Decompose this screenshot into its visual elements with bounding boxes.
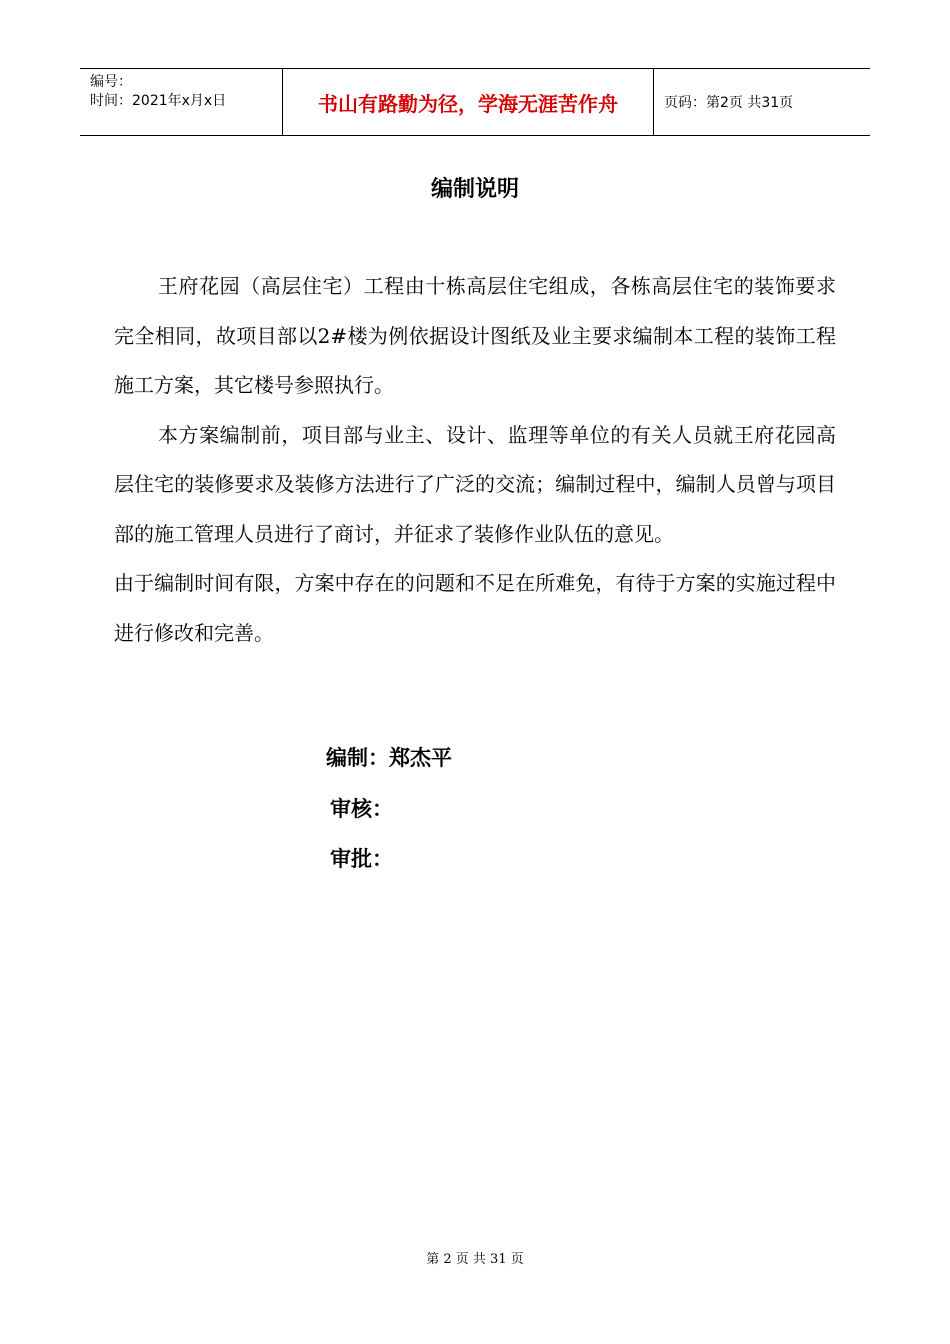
paragraph-2: 本方案编制前，项目部与业主、设计、监理等单位的有关人员就王府花园高层住宅的装修要求及装修方法进行了广泛的交流；编制过程中，编制人员曾与项目部的施工管理人员进行了商讨，并征求了装修作业队伍的意见。	[114, 422, 836, 546]
header-motto: 书山有路勤为径，学海无涯苦作舟	[318, 91, 618, 116]
header-motto-cell	[282, 69, 654, 135]
document-body	[114, 262, 836, 658]
page-footer: 第 2 页 共 31 页	[426, 1252, 524, 1267]
document-number-label: 编号：	[90, 74, 132, 90]
document-time-label: 时间：2021年x月x日	[90, 93, 227, 109]
signature-compiler: 编制：郑杰平	[326, 746, 452, 770]
header-page-info: 页码：第2页 共31页	[664, 95, 794, 111]
paragraph-3: 由于编制时间有限，方案中存在的问题和不足在所难免，有待于方案的实施过程中进行修改和完善。	[114, 571, 836, 645]
header-info-cell	[80, 69, 282, 135]
signature-reviewer: 审核：	[330, 797, 393, 821]
page-title: 编制说明	[430, 177, 519, 202]
signature-approver: 审批：	[330, 847, 393, 871]
header-table	[80, 68, 870, 136]
header-page-cell	[654, 69, 870, 135]
paragraph-1: 王府花园（高层住宅）工程由十栋高层住宅组成，各栋高层住宅的装饰要求完全相同，故项目部以2#楼为例依据设计图纸及业主要求编制本工程的装饰工程施工方案，其它楼号参照执行。	[114, 274, 836, 397]
